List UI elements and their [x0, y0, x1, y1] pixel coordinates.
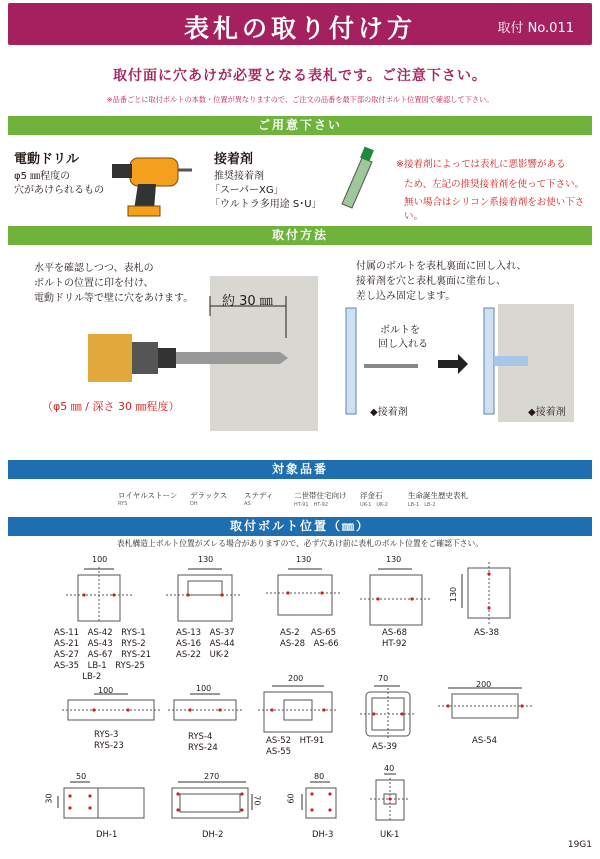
adhesive-title: 接着剤 — [214, 152, 254, 167]
d2-dimension: 130 — [198, 555, 214, 564]
d13-dimension-w: 80 — [314, 772, 325, 781]
section-bar-products — [8, 460, 592, 479]
step1-line-3: 電動ドリル等で壁に穴をあけます。 — [34, 293, 194, 304]
d10-dimension: 200 — [476, 680, 492, 689]
d6-models: RYS-3 RYS-23 — [94, 730, 124, 751]
product-item: 生命誕生歴史表札 LB-1 LB-2 — [408, 491, 468, 508]
footer-code: 19G1 — [567, 840, 592, 850]
d7-models: RYS-4 RYS-24 — [188, 732, 218, 753]
page-title: 表札の取り付け方 — [183, 14, 416, 43]
drill-title: 電動ドリル — [14, 152, 80, 167]
diagram-d3 — [272, 563, 338, 623]
d1-dimension: 100 — [92, 555, 108, 564]
diagram-d6 — [66, 692, 156, 724]
product-item: 浮金石 UK-1 UK-2 — [360, 491, 388, 508]
diagram-d4 — [366, 563, 426, 625]
document-code: 取付 No.011 — [497, 21, 574, 36]
depth-label: 約 30 ㎜ — [222, 294, 273, 309]
section-title: 対象品番 — [271, 462, 328, 476]
product-list — [118, 490, 498, 514]
d5-models: AS-38 — [474, 628, 500, 638]
d12-dimension-w: 270 — [204, 772, 220, 781]
d4-dimension: 130 — [386, 555, 402, 564]
diagram-d14 — [370, 770, 410, 824]
d8-models: AS-52 HT-91 AS-55 — [266, 736, 325, 757]
d1-models: AS-11 AS-42 RYS-1 AS-21 AS-43 RYS-2 AS-27 AS-67 RYS-21 AS-35 LB-1 RYS-25 LB-2 — [54, 628, 152, 682]
diagram-d13 — [298, 778, 342, 822]
step2-line-1: 付属のボルトを表札裏面に回し入れ、 — [356, 261, 527, 272]
d13-dimension-h: 60 — [286, 793, 296, 804]
d14-models: UK-1 — [380, 830, 400, 840]
product-item: 二世帯住宅向け HT-91 HT-92 — [294, 491, 347, 508]
subtitle: 取付面に穴あけが必要となる表札です。ご注意下さい。 — [113, 68, 487, 84]
adhesive-callout-2: ◆接着剤 — [528, 407, 566, 418]
d9-models: AS-39 — [372, 742, 398, 752]
product-item: ステディ AS — [244, 491, 274, 507]
d4-models: AS-68 HT-92 — [382, 628, 408, 649]
d3-dimension: 130 — [296, 555, 312, 564]
drill-desc-2: 穴があけられるもの — [14, 185, 104, 196]
step1-line-2: ボルトの位置に印を付け、 — [34, 278, 154, 289]
diagram-d11 — [56, 778, 146, 822]
d6-dimension: 100 — [98, 686, 114, 695]
bolt-note: 表札構造上ボルト位置がズレる場合がありますので、必ず穴あけ前に表札のボルト位置をご確認下さい。 — [116, 539, 484, 548]
adhesive-tube-icon — [334, 148, 380, 210]
adhesive-callout-1: ◆接着剤 — [370, 407, 408, 418]
diagram-d7 — [172, 692, 238, 724]
d11-models: DH-1 — [96, 830, 118, 840]
section-title: 取付方法 — [271, 228, 328, 242]
product-item: デラックス DH — [190, 491, 228, 507]
step2-line-2: 接着剤を穴と表札裏面に塗布し、 — [356, 276, 506, 287]
header-bar — [8, 3, 592, 45]
step1-line-1: 水平を確認しつつ、表札の — [34, 263, 154, 274]
d8-dimension: 200 — [288, 674, 304, 683]
section-bar-method — [8, 226, 592, 245]
warning-2: ため、左記の推奨接着剤を使って下さい。 — [404, 179, 585, 190]
diagram-d8 — [262, 682, 334, 734]
diagram-d10 — [440, 686, 530, 722]
d10-models: AS-54 — [472, 736, 498, 746]
diagram-d5 — [458, 566, 514, 622]
section-bar-caution — [8, 116, 592, 135]
d9-dimension: 70 — [378, 674, 389, 683]
d3-models: AS-2 AS-65 AS-28 AS-66 — [280, 628, 339, 649]
d12-models: DH-2 — [202, 830, 224, 840]
d11-dimension-h: 30 — [44, 793, 54, 804]
warning-3: 無い場合はシリコン系接着剤をお使い下さい。 — [404, 197, 585, 222]
hole-spec: （φ5 ㎜ / 深さ 30 ㎜程度） — [42, 400, 180, 413]
step2-line-3: 差し込み固定します。 — [356, 291, 456, 302]
d13-models: DH-3 — [312, 830, 334, 840]
warning-1: ※接着剤によっては表札に悪影響がある — [396, 159, 566, 170]
bolt-label-2: 回し入れる — [378, 339, 428, 350]
d12-dimension-h: 70 — [252, 795, 262, 806]
section-title: ご用意下さい — [257, 118, 342, 132]
d2-models: AS-13 AS-37 AS-16 AS-44 AS-22 UK-2 — [176, 628, 235, 660]
diagram-d1 — [74, 563, 134, 623]
adhesive-line-2: 「スーパーXG」 — [210, 185, 284, 196]
drill-icon — [112, 140, 192, 218]
notice-text: ※品番ごとに取付ボルトの本数・位置が異なりますので、ご注文の品番を最下部の取付ボルト位置図で確認して下さい。 — [106, 95, 494, 104]
d14-dimension: 40 — [384, 764, 395, 773]
diagram-d12 — [170, 778, 254, 822]
d11-dimension-w: 50 — [76, 772, 87, 781]
section-title: 取付ボルト位置（㎜） — [229, 519, 370, 533]
d5-dimension: 130 — [449, 586, 459, 603]
d7-dimension: 100 — [196, 684, 212, 693]
bolt-label-1: ボルトを — [380, 325, 420, 336]
section-bar-bolt-position — [8, 517, 592, 536]
diagram-d9 — [364, 682, 412, 738]
adhesive-line-1: 推奨接着剤 — [214, 171, 264, 182]
diagram-d2 — [172, 563, 238, 623]
adhesive-line-3: 「ウルトラ多用途 S･U」 — [210, 199, 322, 210]
product-item: ロイヤルストーン RYS — [118, 491, 178, 507]
drill-desc-1: φ5 ㎜程度の — [14, 171, 71, 182]
